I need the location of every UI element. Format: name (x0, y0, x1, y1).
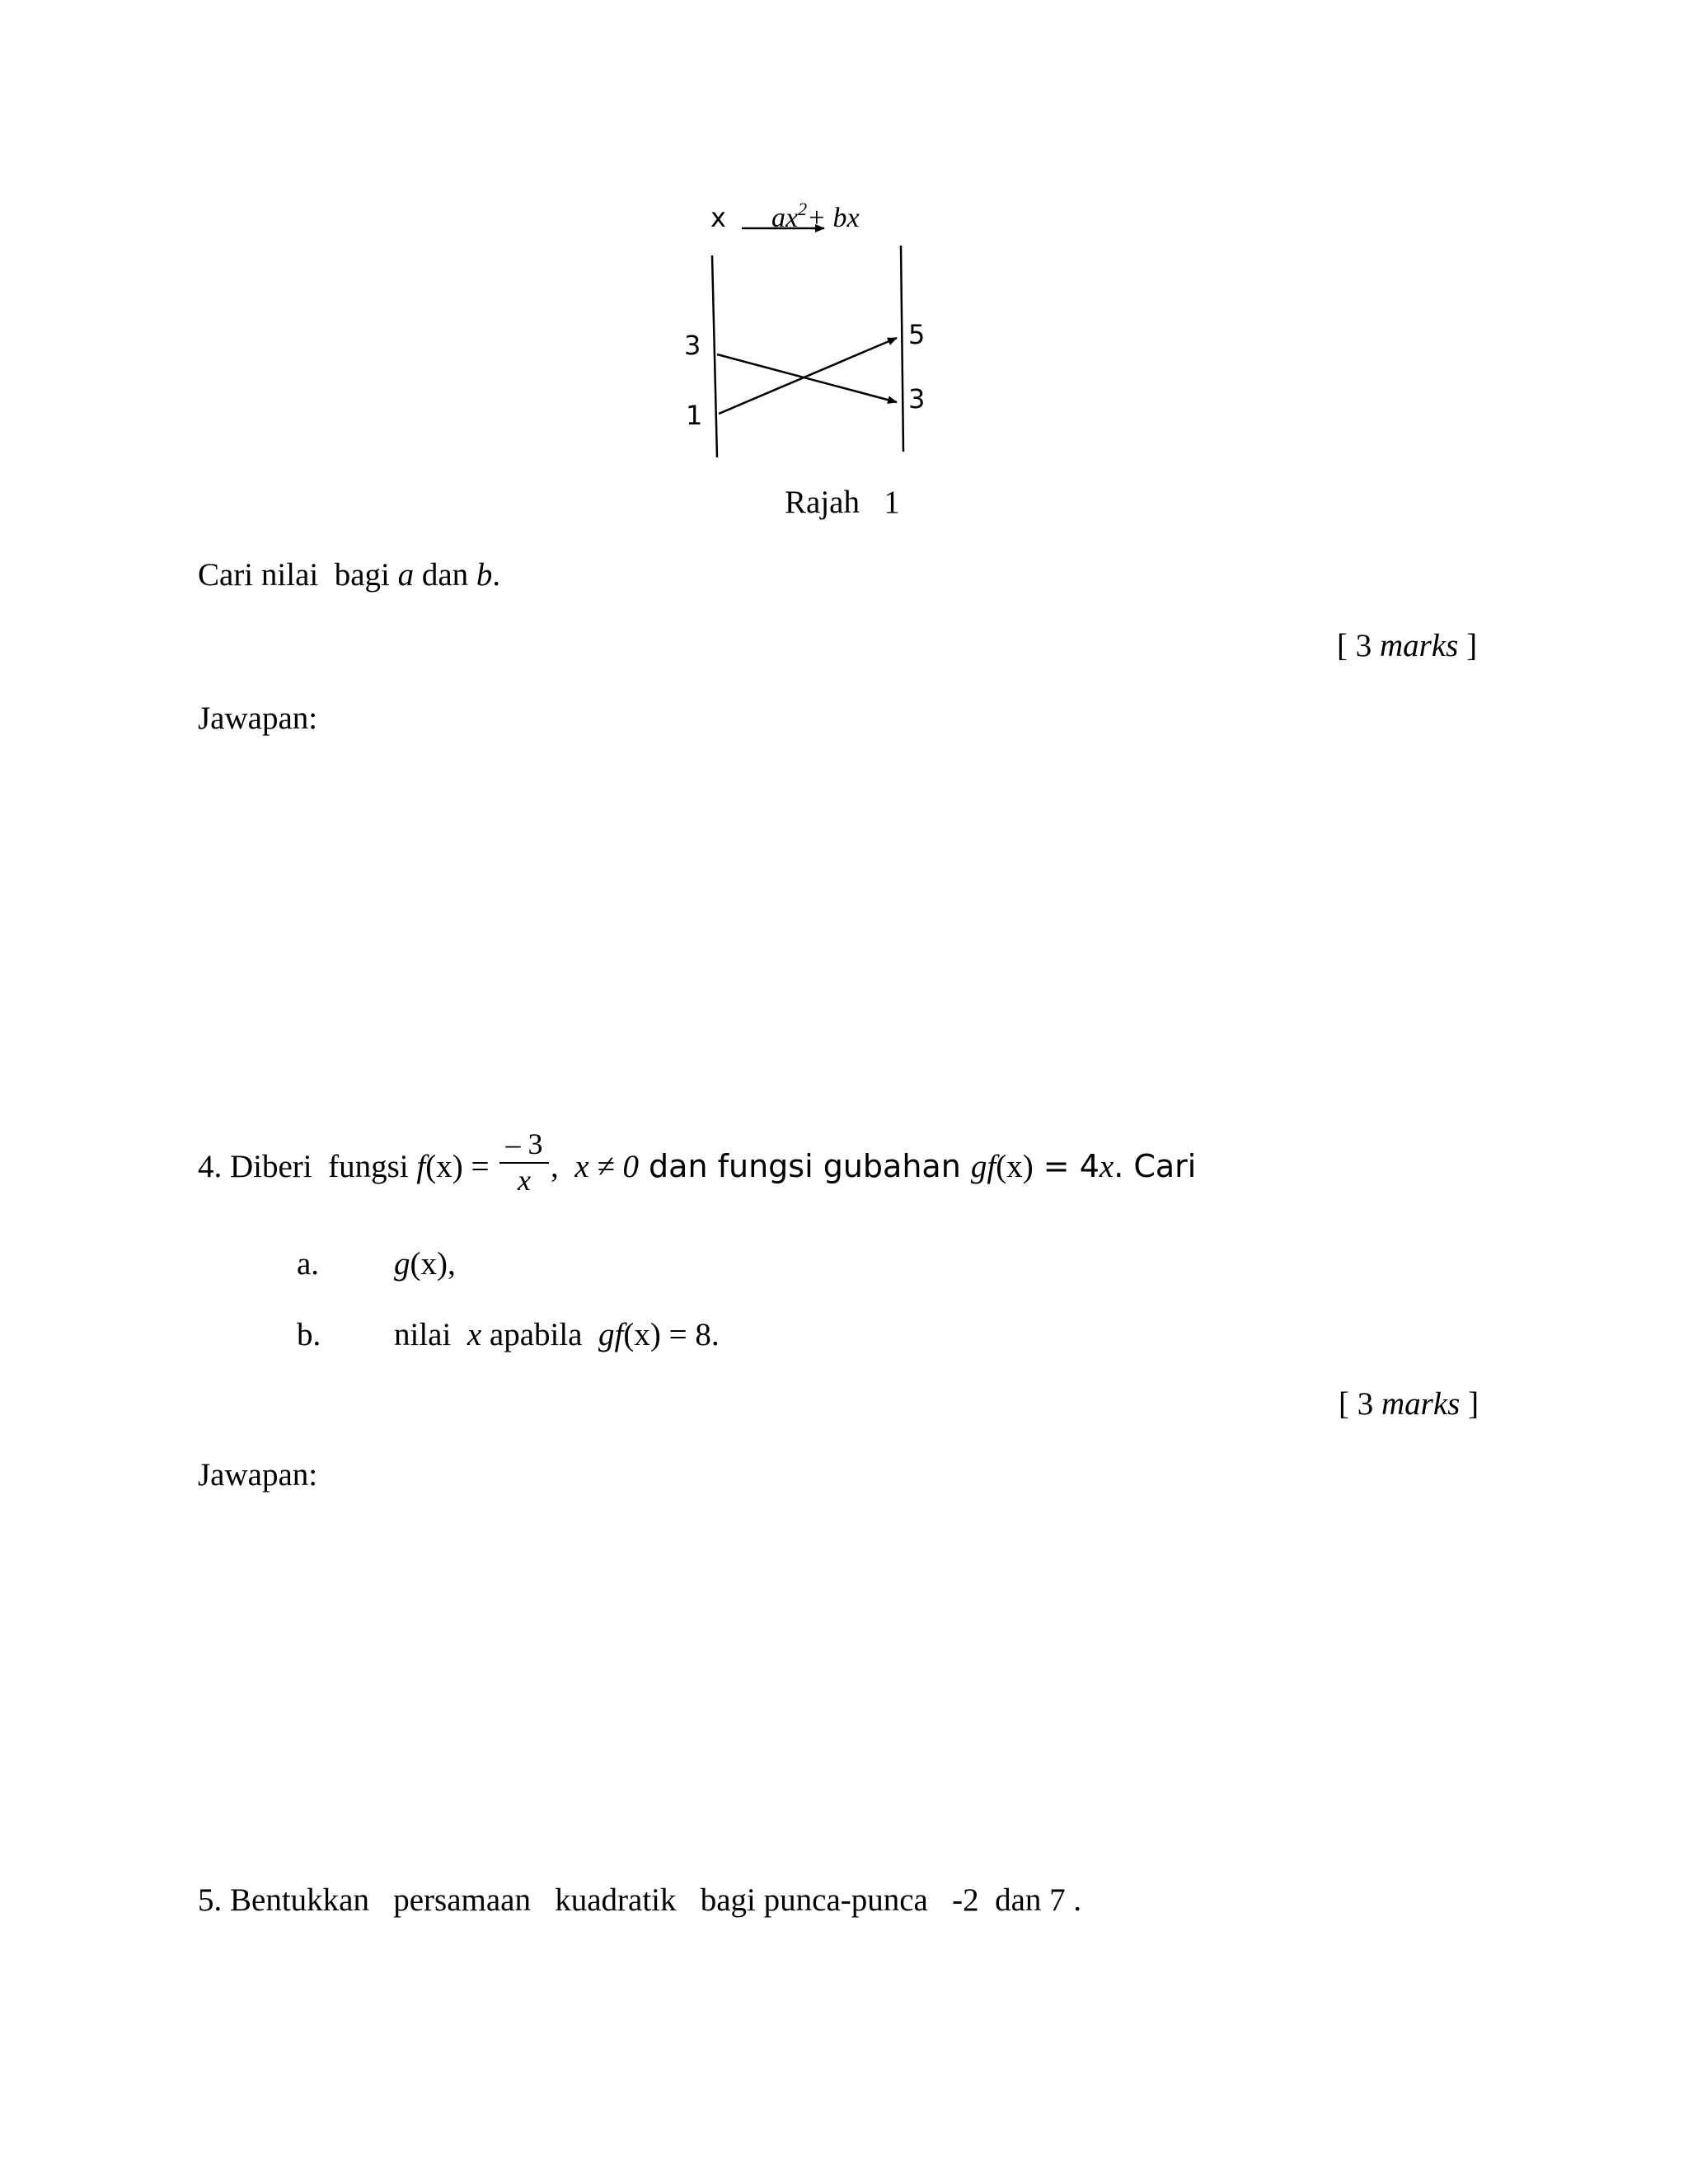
fraction-denominator: x (518, 1164, 531, 1197)
q3-prompt: Cari nilai bagi a dan b. (198, 557, 501, 593)
q3-answer-label: Jawapan: (198, 701, 318, 736)
q5-prompt: 5. Bentukkan persamaan kuadratik bagi punca-punca -2 dan 7 . (198, 1882, 1082, 1918)
q4-fraction (499, 1129, 549, 1195)
q4-part-b-label: b. (297, 1317, 321, 1352)
q4-intro: 4. Diberi fungsi f(x) = (198, 1149, 490, 1184)
codomain-line (901, 246, 903, 452)
q4-part-a-label: a. (297, 1246, 320, 1282)
arrow-diagram (676, 190, 940, 470)
q3-marks: [ 3 marks ] (1337, 628, 1478, 663)
left-value-3: 3 (684, 330, 701, 361)
arrow-1-to-5 (719, 338, 897, 414)
rule-label: $ax^2+$ bx (771, 199, 860, 233)
domain-line (712, 255, 717, 457)
figure-caption: Rajah 1 (785, 485, 900, 520)
q4-condition: , x ≠ 0 dan fungsi gubahan gf(x) = 4x. Cari (551, 1148, 1197, 1184)
q4-part-b: nilai x apabila gf(x) = 8. (394, 1317, 720, 1352)
right-value-5: 5 (908, 319, 926, 350)
right-value-3: 3 (908, 383, 926, 415)
q4-part-a: g(x), (394, 1246, 456, 1282)
q4-answer-label: Jawapan: (198, 1457, 318, 1493)
domain-label: x (710, 202, 726, 233)
fraction-numerator: – 3 (505, 1127, 543, 1160)
arrow-3-to-3 (717, 354, 897, 402)
left-value-1: 1 (686, 400, 703, 431)
q4-marks: [ 3 marks ] (1339, 1386, 1479, 1422)
